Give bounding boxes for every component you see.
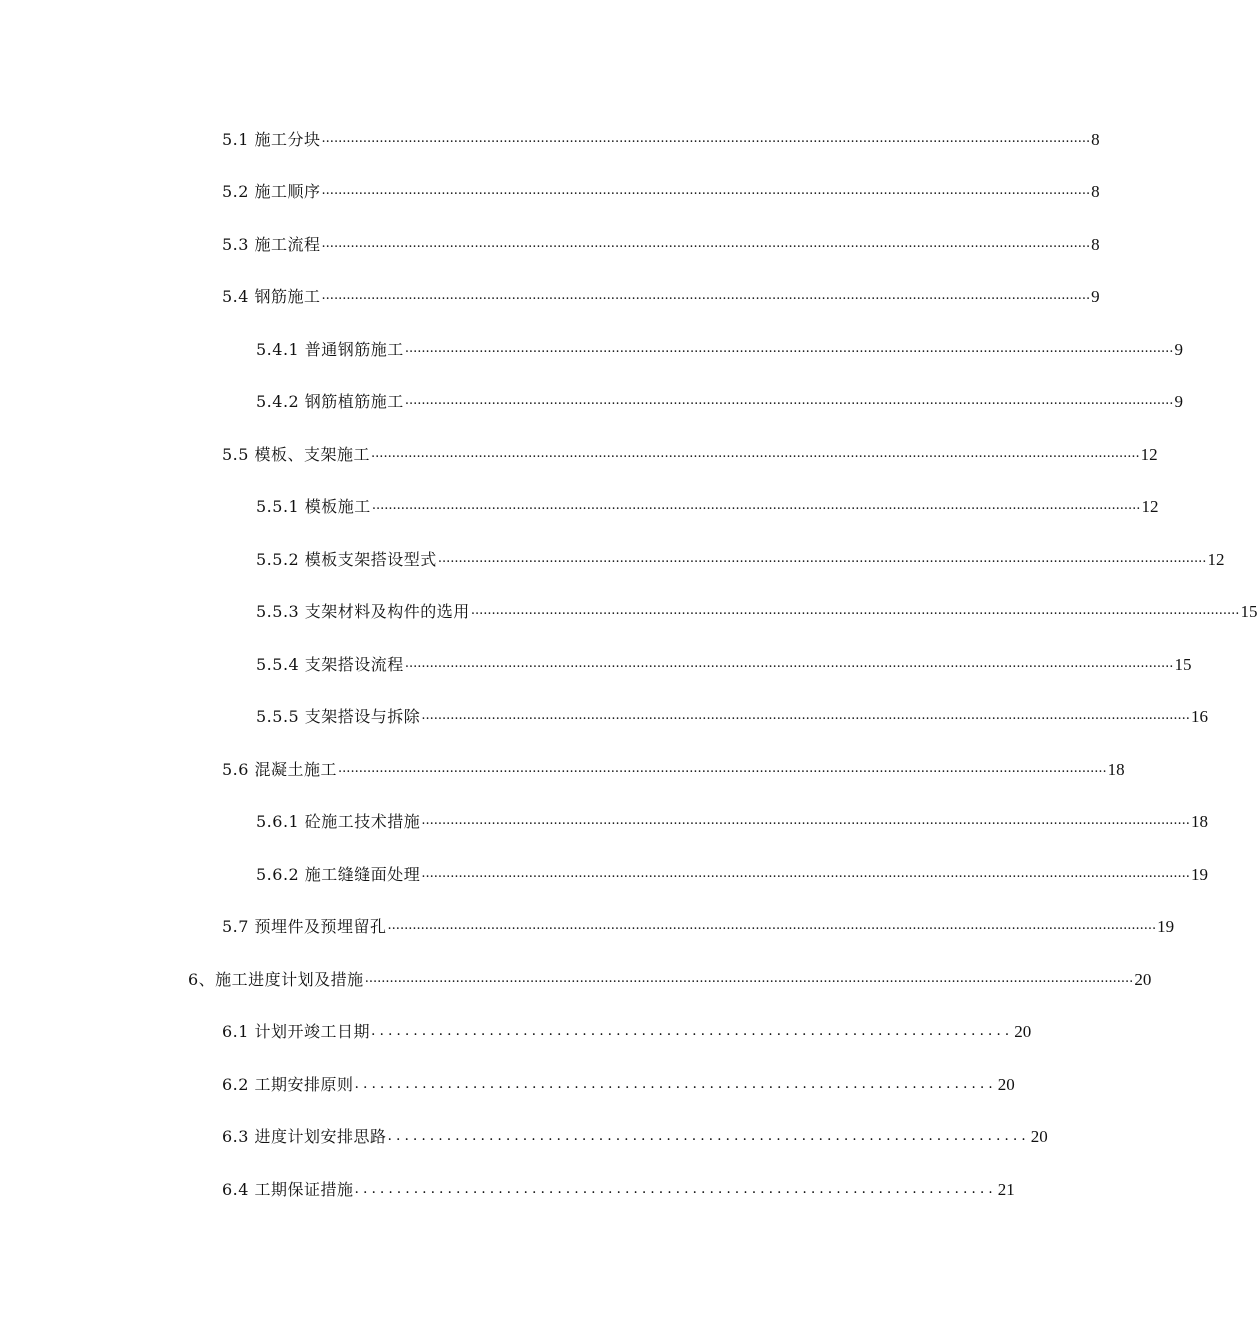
- toc-entry-5-5-1[interactable]: [256, 493, 1159, 517]
- toc-dot-leader: ..........................................................................................................................................................................................: [321, 236, 1091, 251]
- toc-page-number: 18: [1190, 812, 1208, 831]
- toc-dot-leader: ..........................................................................................................................................................................................: [387, 918, 1157, 933]
- toc-entry-6-1[interactable]: [222, 1018, 1032, 1042]
- toc-dot-leader: ..........................................................................................................................................................................................: [421, 866, 1190, 881]
- toc-dot-leader: ............................................................................: [371, 1023, 1014, 1039]
- toc-entry-label: 5.5.4 支架搭设流程: [256, 655, 404, 674]
- toc-dot-leader: ..........................................................................................................................................................................................: [364, 971, 1134, 986]
- toc-entry-label: 5.5 模板、支架施工: [222, 445, 371, 464]
- toc-dot-leader: ..........................................................................................................................................................................................: [371, 446, 1140, 461]
- toc-page-number: 20: [1030, 1127, 1048, 1146]
- toc-entry-5-6-2[interactable]: [256, 861, 1208, 885]
- toc-entry-label: 5.7 预埋件及预埋留孔: [222, 917, 387, 936]
- toc-entry-label: 5.1 施工分块: [222, 130, 321, 149]
- toc-page-number: 20: [1014, 1022, 1032, 1041]
- toc-entry-5-4-2[interactable]: [256, 388, 1183, 412]
- toc-page-number: 8: [1091, 235, 1100, 254]
- toc-dot-leader: ..........................................................................................................................................................................................: [470, 603, 1240, 618]
- toc-page-number: 21: [997, 1180, 1015, 1199]
- toc-entry-5-5[interactable]: [222, 441, 1158, 465]
- toc-page-number: 12: [1207, 550, 1225, 569]
- toc-dot-leader: ..........................................................................................................................................................................................: [338, 761, 1107, 776]
- toc-entry-label: 5.2 施工顺序: [222, 182, 321, 201]
- toc-dot-leader: ............................................................................: [354, 1076, 997, 1092]
- toc-page-number: 9: [1091, 287, 1100, 306]
- toc-entry-6-3[interactable]: [222, 1123, 1048, 1147]
- toc-dot-leader: ..........................................................................................................................................................................................: [437, 551, 1207, 566]
- toc-entry-label: 5.5.5 支架搭设与拆除: [256, 707, 421, 726]
- toc-entry-label: 5.6 混凝土施工: [222, 760, 338, 779]
- toc-entry-label: 5.6.1 砼施工技术措施: [256, 812, 421, 831]
- toc-page-number: 19: [1157, 917, 1175, 936]
- toc-entry-label: 5.3 施工流程: [222, 235, 321, 254]
- toc-dot-leader: ..........................................................................................................................................................................................: [371, 498, 1141, 513]
- toc-dot-leader: ..........................................................................................................................................................................................: [404, 656, 1174, 671]
- toc-dot-leader: ............................................................................: [354, 1181, 997, 1197]
- toc-entry-label: 5.4.2 钢筋植筋施工: [256, 392, 404, 411]
- toc-page-number: 20: [1134, 970, 1152, 989]
- toc-page-number: 12: [1141, 497, 1159, 516]
- toc-entry-label: 6.1 计划开竣工日期: [222, 1022, 371, 1041]
- toc-entry-label: 5.5.2 模板支架搭设型式: [256, 550, 437, 569]
- toc-entry-5-6-1[interactable]: [256, 808, 1208, 832]
- toc-dot-leader: ..........................................................................................................................................................................................: [321, 288, 1091, 303]
- toc-entry-5-4[interactable]: [222, 283, 1100, 307]
- toc-entry-6-4[interactable]: [222, 1176, 1015, 1200]
- toc-entry-5-5-4[interactable]: [256, 651, 1192, 675]
- toc-entry-5-6[interactable]: [222, 756, 1125, 780]
- toc-entry-label: 6.2 工期安排原则: [222, 1075, 354, 1094]
- toc-page-number: 8: [1091, 182, 1100, 201]
- toc-page-number: 12: [1140, 445, 1158, 464]
- toc-dot-leader: ..........................................................................................................................................................................................: [421, 813, 1190, 828]
- toc-page-number: 9: [1174, 340, 1183, 359]
- toc-dot-leader: ..........................................................................................................................................................................................: [404, 393, 1174, 408]
- toc-entry-5-5-5[interactable]: [256, 703, 1208, 727]
- toc-page-number: 16: [1190, 707, 1208, 726]
- toc-page-number: 20: [997, 1075, 1015, 1094]
- toc-page-number: 15: [1240, 602, 1257, 621]
- toc-entry-label: 5.6.2 施工缝缝面处理: [256, 865, 421, 884]
- toc-dot-leader: ............................................................................: [387, 1128, 1030, 1144]
- toc-page-number: 9: [1174, 392, 1183, 411]
- toc-entry-6-2[interactable]: [222, 1071, 1015, 1095]
- toc-entry-label: 6.4 工期保证措施: [222, 1180, 354, 1199]
- toc-entry-5-5-2[interactable]: [256, 546, 1225, 570]
- toc-entry-5-5-3[interactable]: [256, 598, 1257, 622]
- toc-dot-leader: ..........................................................................................................................................................................................: [404, 341, 1174, 356]
- toc-page-number: 18: [1107, 760, 1125, 779]
- toc-entry-label: 5.4 钢筋施工: [222, 287, 321, 306]
- toc-page-number: 15: [1174, 655, 1192, 674]
- toc-entry-5-1[interactable]: [222, 126, 1100, 150]
- toc-entry-5-3[interactable]: [222, 231, 1100, 255]
- toc-entry-label: 6.3 进度计划安排思路: [222, 1127, 387, 1146]
- toc-page-number: 8: [1091, 130, 1100, 149]
- toc-dot-leader: ..........................................................................................................................................................................................: [421, 708, 1190, 723]
- toc-dot-leader: ..........................................................................................................................................................................................: [321, 131, 1091, 146]
- toc-entry-6[interactable]: [188, 966, 1152, 990]
- toc-dot-leader: ..........................................................................................................................................................................................: [321, 183, 1091, 198]
- toc-entry-5-4-1[interactable]: [256, 336, 1183, 360]
- toc-entry-5-7[interactable]: [222, 913, 1175, 937]
- toc-page-number: 19: [1190, 865, 1208, 884]
- toc-entry-label: 5.4.1 普通钢筋施工: [256, 340, 404, 359]
- toc-entry-5-2[interactable]: [222, 178, 1100, 202]
- toc-entry-label: 6、施工进度计划及措施: [188, 970, 364, 989]
- toc-entry-label: 5.5.1 模板施工: [256, 497, 371, 516]
- toc-entry-label: 5.5.3 支架材料及构件的选用: [256, 602, 470, 621]
